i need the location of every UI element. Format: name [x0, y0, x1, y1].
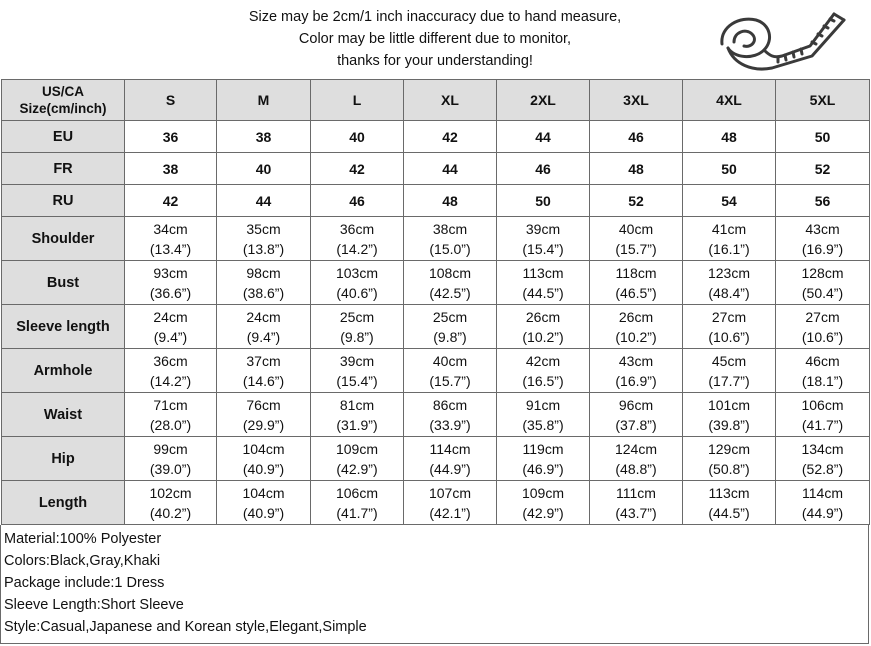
measurement-cm: 99cm [153, 440, 188, 457]
measurement-cell [683, 349, 776, 393]
measurement-inch: (10.2”) [522, 328, 564, 345]
measurement-cm: 43cm [805, 220, 840, 237]
measurement-cell [311, 305, 404, 349]
measurement-cell [404, 261, 497, 305]
measurement-cm: 98cm [246, 264, 281, 281]
measurement-cell [497, 217, 590, 261]
measurement-cm: 39cm [339, 352, 375, 369]
measurement-inch: (15.7”) [429, 372, 471, 389]
conversion-cell: 52 [776, 153, 870, 185]
measurement-cell [683, 437, 776, 481]
measurement-cm: 41cm [711, 220, 747, 237]
measurement-row [2, 393, 870, 437]
measurement-inch: (38.6”) [242, 284, 285, 301]
measurement-cm: 35cm [246, 220, 281, 237]
measurement-cm: 86cm [432, 396, 468, 413]
measurement-row-label: Waist [2, 393, 125, 437]
measurement-cell [776, 261, 870, 305]
measurement-cell [497, 261, 590, 305]
measurement-cell [776, 437, 870, 481]
disclaimer-banner [0, 0, 871, 80]
measurement-inch: (13.8”) [242, 240, 285, 257]
measurement-row-label: Length [2, 481, 125, 525]
conversion-row-label: RU [2, 185, 125, 217]
measurement-cm: 36cm [153, 352, 188, 369]
measurement-inch: (28.0”) [149, 416, 192, 433]
measurement-inch: (37.8”) [615, 416, 657, 433]
measurement-cm: 40cm [618, 220, 654, 237]
measurement-row [2, 349, 870, 393]
size-header-cell: 5XL [776, 80, 870, 121]
measurement-inch: (31.9”) [336, 416, 378, 433]
measurement-cell [311, 481, 404, 525]
conversion-cell: 56 [776, 185, 870, 217]
measurement-cm: 34cm [153, 220, 188, 237]
measurement-row-label: Armhole [2, 349, 125, 393]
measurement-inch: (9.8”) [433, 328, 467, 345]
measurement-cm: 26cm [525, 308, 561, 325]
measurement-inch: (15.4”) [336, 372, 378, 389]
info-style: Style:Casual,Japanese and Korean style,Elegant,Simple [4, 619, 367, 635]
conversion-cell: 50 [683, 153, 776, 185]
size-header-row [2, 80, 870, 121]
measurement-inch: (16.9”) [801, 240, 844, 257]
measurement-cm: 91cm [525, 396, 561, 413]
measurement-cell [217, 349, 311, 393]
measurement-cm: 46cm [805, 352, 840, 369]
measurement-inch: (10.6”) [708, 328, 750, 345]
measurement-cell [217, 261, 311, 305]
measurement-inch: (14.2”) [336, 240, 378, 257]
conversion-cell: 38 [125, 153, 217, 185]
measurement-inch: (42.1”) [429, 504, 471, 521]
measurement-cell [404, 481, 497, 525]
measurement-cm: 27cm [805, 308, 840, 325]
size-header-label [2, 80, 125, 121]
measurement-cm: 109cm [521, 484, 565, 501]
conversion-row [2, 153, 870, 185]
measurement-cell [683, 481, 776, 525]
measurement-row-label: Hip [2, 437, 125, 481]
measurement-cm: 76cm [246, 396, 281, 413]
measurement-cell [683, 217, 776, 261]
measurement-cm: 108cm [428, 264, 472, 281]
measurement-cm: 24cm [153, 308, 188, 325]
conversion-cell: 46 [590, 121, 683, 153]
measurement-cell [311, 393, 404, 437]
info-sleeve-length: Sleeve Length:Short Sleeve [4, 597, 184, 613]
measurement-cm: 27cm [711, 308, 747, 325]
measurement-inch: (40.2”) [149, 504, 192, 521]
measurement-inch: (41.7”) [336, 504, 378, 521]
measurement-cell [217, 393, 311, 437]
conversion-cell: 36 [125, 121, 217, 153]
measurement-cm: 81cm [339, 396, 375, 413]
measurement-cm: 124cm [614, 440, 658, 457]
measurement-cell [590, 261, 683, 305]
measurement-cm: 113cm [708, 484, 750, 501]
measurement-inch: (14.2”) [149, 372, 192, 389]
conversion-cell: 48 [683, 121, 776, 153]
measurement-inch: (35.8”) [522, 416, 564, 433]
measurement-cm: 71cm [153, 396, 188, 413]
measurement-inch: (40.9”) [242, 460, 285, 477]
measurement-cell [125, 217, 217, 261]
measurement-inch: (44.5”) [708, 504, 750, 521]
measurement-cm: 134cm [801, 440, 844, 457]
measurement-inch: (36.6”) [149, 284, 192, 301]
conversion-cell: 44 [404, 153, 497, 185]
measurement-cell [497, 437, 590, 481]
product-info [0, 525, 869, 644]
conversion-cell: 42 [311, 153, 404, 185]
measurement-cm: 40cm [432, 352, 468, 369]
measurement-cell [497, 349, 590, 393]
measurement-cm: 118cm [615, 264, 657, 281]
measurement-cell [590, 437, 683, 481]
conversion-cell: 50 [776, 121, 870, 153]
measurement-row [2, 437, 870, 481]
conversion-cell: 52 [590, 185, 683, 217]
measurement-cm: 25cm [432, 308, 468, 325]
measurement-cell [217, 481, 311, 525]
measurement-cm: 26cm [618, 308, 654, 325]
size-header-cell: 3XL [590, 80, 683, 121]
measurement-inch: (17.7”) [708, 372, 750, 389]
conversion-cell: 48 [404, 185, 497, 217]
measurement-cm: 114cm [802, 484, 843, 501]
measurement-cell [217, 437, 311, 481]
measurement-cell [125, 349, 217, 393]
measurement-inch: (9.8”) [340, 328, 374, 345]
measurement-inch: (9.4”) [153, 328, 188, 345]
measurement-inch: (44.9”) [429, 460, 471, 477]
measurement-cell [125, 393, 217, 437]
measurement-inch: (15.0”) [429, 240, 471, 257]
measurement-cm: 36cm [339, 220, 375, 237]
measurement-inch: (39.0”) [149, 460, 192, 477]
measurement-cell [776, 305, 870, 349]
measurement-inch: (42.9”) [336, 460, 378, 477]
measurement-inch: (15.4”) [522, 240, 564, 257]
measurement-inch: (15.7”) [615, 240, 657, 257]
measurement-cm: 25cm [339, 308, 375, 325]
size-header-cell: S [125, 80, 217, 121]
conversion-row-label: FR [2, 153, 125, 185]
measurement-cm: 123cm [707, 264, 751, 281]
measurement-cm: 103cm [335, 264, 379, 281]
conversion-cell: 44 [497, 121, 590, 153]
conversion-cell: 40 [311, 121, 404, 153]
measurement-inch: (41.7”) [801, 416, 844, 433]
measurement-cm: 42cm [525, 352, 561, 369]
measurement-cm: 104cm [242, 440, 285, 457]
measurement-inch: (46.9”) [522, 460, 564, 477]
measuring-tape-icon [712, 6, 862, 76]
disclaimer-line: Color may be little different due to monitor, [298, 31, 572, 47]
measurement-cell [590, 217, 683, 261]
conversion-cell: 38 [217, 121, 311, 153]
measurement-cell [776, 349, 870, 393]
measurement-cm: 96cm [618, 396, 654, 413]
conversion-row [2, 185, 870, 217]
measurement-cell [776, 393, 870, 437]
measurement-cell [683, 393, 776, 437]
measurement-cell [311, 261, 404, 305]
measurement-inch: (16.5”) [522, 372, 564, 389]
size-header-cell: 2XL [497, 80, 590, 121]
measurement-cm: 104cm [242, 484, 285, 501]
measurement-inch: (40.6”) [336, 284, 378, 301]
measurement-cm: 102cm [149, 484, 192, 501]
measurement-cm: 24cm [246, 308, 281, 325]
conversion-cell: 40 [217, 153, 311, 185]
measurement-cm: 111cm [616, 484, 656, 501]
conversion-row [2, 121, 870, 153]
measurement-cm: 101cm [707, 396, 751, 413]
measurement-row [2, 305, 870, 349]
measurement-row-label: Shoulder [2, 217, 125, 261]
measurement-inch: (29.9”) [242, 416, 285, 433]
measurement-row-label: Bust [2, 261, 125, 305]
size-header-cell: XL [404, 80, 497, 121]
measurement-cm: 37cm [246, 352, 281, 369]
conversion-cell: 42 [125, 185, 217, 217]
measurement-inch: (10.6”) [801, 328, 844, 345]
measurement-cm: 113cm [522, 264, 564, 281]
measurement-cm: 45cm [711, 352, 747, 369]
conversion-cell: 50 [497, 185, 590, 217]
measurement-inch: (40.9”) [242, 504, 285, 521]
size-header-label-line: US/CA [41, 84, 84, 99]
measurement-inch: (16.1”) [708, 240, 750, 257]
measurement-cell [217, 305, 311, 349]
measurement-cell [590, 481, 683, 525]
measurement-cell [404, 217, 497, 261]
measurement-inch: (44.5”) [522, 284, 564, 301]
measurement-cm: 106cm [335, 484, 379, 501]
conversion-cell: 46 [497, 153, 590, 185]
measurement-cm: 106cm [801, 396, 844, 413]
disclaimer-text [150, 6, 720, 72]
measurement-cell [404, 305, 497, 349]
measurement-cell [311, 437, 404, 481]
measurement-cell [311, 349, 404, 393]
measurement-cell [683, 305, 776, 349]
measurement-row-label: Sleeve length [2, 305, 125, 349]
measurement-row [2, 261, 870, 305]
measurement-inch: (42.9”) [522, 504, 564, 521]
measurement-cm: 109cm [335, 440, 379, 457]
measurement-row [2, 481, 870, 525]
size-header-label-line: Size(cm/inch) [19, 101, 107, 116]
measurement-inch: (39.8”) [708, 416, 750, 433]
measurement-cell [497, 481, 590, 525]
measurement-cell [125, 305, 217, 349]
measurement-inch: (13.4”) [149, 240, 192, 257]
disclaimer-line: thanks for your understanding! [337, 53, 533, 69]
conversion-cell: 54 [683, 185, 776, 217]
info-material: Material:100% Polyester [4, 531, 162, 547]
conversion-row-label: EU [2, 121, 125, 153]
size-header-cell: M [217, 80, 311, 121]
size-chart-table [1, 79, 870, 525]
info-package: Package include:1 Dress [4, 575, 165, 591]
measurement-cm: 119cm [522, 440, 564, 457]
measurement-cm: 93cm [153, 264, 188, 281]
measurement-inch: (46.5”) [615, 284, 657, 301]
measurement-cm: 114cm [429, 440, 471, 457]
disclaimer-line: Size may be 2cm/1 inch inaccuracy due to hand measure, [248, 9, 622, 25]
measurement-cm: 107cm [428, 484, 472, 501]
measurement-row [2, 217, 870, 261]
measurement-cell [125, 437, 217, 481]
measurement-inch: (50.4”) [801, 284, 844, 301]
info-colors: Colors:Black,Gray,Khaki [4, 553, 161, 569]
conversion-cell: 46 [311, 185, 404, 217]
conversion-cell: 42 [404, 121, 497, 153]
measurement-cm: 39cm [525, 220, 561, 237]
measurement-inch: (44.9”) [801, 504, 844, 521]
measurement-cell [683, 261, 776, 305]
measurement-cell [404, 437, 497, 481]
measurement-cell [776, 481, 870, 525]
measurement-inch: (42.5”) [429, 284, 471, 301]
measurement-cell [497, 393, 590, 437]
measurement-cell [125, 481, 217, 525]
measurement-cell [404, 393, 497, 437]
measurement-inch: (18.1”) [801, 372, 844, 389]
measurement-inch: (16.9”) [615, 372, 657, 389]
measurement-cell [497, 305, 590, 349]
measurement-cm: 128cm [801, 264, 844, 281]
measurement-cell [125, 261, 217, 305]
measurement-cell [590, 393, 683, 437]
measurement-inch: (14.6”) [242, 372, 285, 389]
measurement-inch: (50.8”) [708, 460, 750, 477]
conversion-cell: 48 [590, 153, 683, 185]
measurement-cm: 38cm [432, 220, 468, 237]
measurement-inch: (52.8”) [801, 460, 844, 477]
size-header-cell: L [311, 80, 404, 121]
measurement-inch: (48.4”) [708, 284, 750, 301]
size-header-cell: 4XL [683, 80, 776, 121]
measurement-inch: (33.9”) [429, 416, 471, 433]
measurement-inch: (9.4”) [246, 328, 281, 345]
measurement-cell [590, 305, 683, 349]
conversion-cell: 44 [217, 185, 311, 217]
measurement-cell [590, 349, 683, 393]
measurement-cell [404, 349, 497, 393]
measurement-cell [217, 217, 311, 261]
measurement-cell [776, 217, 870, 261]
measurement-cm: 129cm [707, 440, 751, 457]
measurement-inch: (48.8”) [615, 460, 657, 477]
measurement-inch: (10.2”) [615, 328, 657, 345]
measurement-cm: 43cm [618, 352, 654, 369]
measurement-inch: (43.7”) [615, 504, 657, 521]
measurement-cell [311, 217, 404, 261]
